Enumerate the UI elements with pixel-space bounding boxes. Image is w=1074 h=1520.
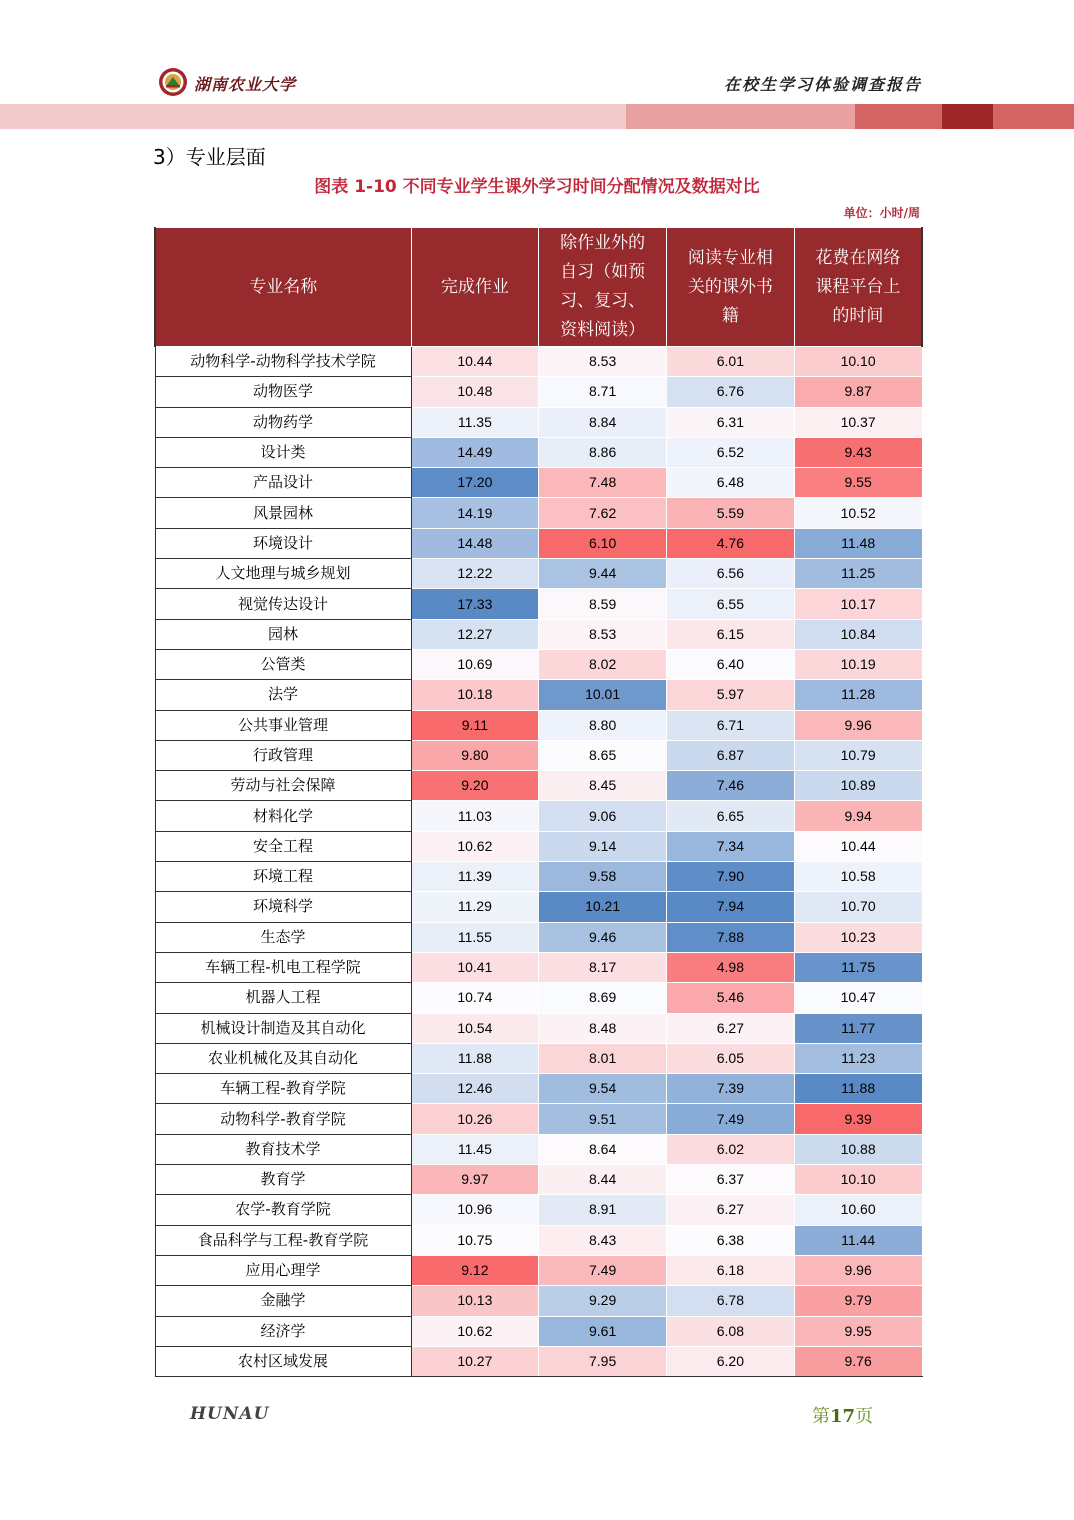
major-name-cell: 风景园林: [155, 498, 411, 528]
major-name-cell: 经济学: [155, 1316, 411, 1346]
column-header-line: 课程平台上: [815, 276, 901, 297]
value-cell: 5.97: [667, 680, 795, 710]
value-cell: 7.88: [667, 922, 795, 952]
major-name-cell: 农村区域发展: [155, 1346, 411, 1376]
value-cell: 10.26: [411, 1104, 539, 1134]
major-name-cell: 视觉传达设计: [155, 589, 411, 619]
value-cell: 11.44: [794, 1225, 922, 1255]
header-band-1: [0, 104, 626, 129]
value-cell: 4.76: [667, 528, 795, 558]
value-cell: 10.10: [794, 1165, 922, 1195]
value-cell: 6.87: [667, 740, 795, 770]
table-row: [155, 377, 922, 407]
value-cell: 6.27: [667, 1013, 795, 1043]
value-cell: 9.87: [794, 377, 922, 407]
major-name-cell: 环境工程: [155, 862, 411, 892]
major-name-cell: 食品科学与工程-教育学院: [155, 1225, 411, 1255]
table-row: [155, 1195, 922, 1225]
column-header-0: [155, 228, 411, 347]
value-cell: 9.51: [539, 1104, 667, 1134]
major-name-cell: 产品设计: [155, 468, 411, 498]
value-cell: 10.62: [411, 831, 539, 861]
value-cell: 9.80: [411, 740, 539, 770]
page-header: [0, 0, 1074, 130]
value-cell: 10.75: [411, 1225, 539, 1255]
value-cell: 10.69: [411, 649, 539, 679]
value-cell: 9.11: [411, 710, 539, 740]
value-cell: 7.62: [539, 498, 667, 528]
value-cell: 9.94: [794, 801, 922, 831]
value-cell: 6.71: [667, 710, 795, 740]
value-cell: 8.53: [539, 347, 667, 377]
value-cell: 9.55: [794, 468, 922, 498]
column-header-line: 专业名称: [249, 276, 318, 297]
major-name-cell: 法学: [155, 680, 411, 710]
value-cell: 6.20: [667, 1346, 795, 1376]
value-cell: 5.46: [667, 983, 795, 1013]
table-row: [155, 437, 922, 467]
table-row: [155, 1074, 922, 1104]
value-cell: 10.21: [539, 892, 667, 922]
column-header-2: [539, 228, 667, 347]
value-cell: 8.80: [539, 710, 667, 740]
value-cell: 11.55: [411, 922, 539, 952]
major-name-cell: 机器人工程: [155, 983, 411, 1013]
table-row: [155, 1255, 922, 1285]
value-cell: 10.44: [411, 347, 539, 377]
value-cell: 10.58: [794, 862, 922, 892]
value-cell: 12.46: [411, 1074, 539, 1104]
table-row: [155, 1013, 922, 1043]
table-row: [155, 710, 922, 740]
major-name-cell: 园林: [155, 619, 411, 649]
column-header-3: [667, 228, 795, 347]
value-cell: 9.46: [539, 922, 667, 952]
major-name-cell: 车辆工程-教育学院: [155, 1074, 411, 1104]
value-cell: 17.33: [411, 589, 539, 619]
value-cell: 10.41: [411, 952, 539, 982]
value-cell: 10.70: [794, 892, 922, 922]
value-cell: 10.60: [794, 1195, 922, 1225]
value-cell: 9.61: [539, 1316, 667, 1346]
value-cell: 6.76: [667, 377, 795, 407]
value-cell: 12.27: [411, 619, 539, 649]
value-cell: 7.90: [667, 862, 795, 892]
value-cell: 10.17: [794, 589, 922, 619]
value-cell: 10.47: [794, 983, 922, 1013]
value-cell: 10.19: [794, 649, 922, 679]
header-band-3: [855, 104, 942, 129]
value-cell: 9.58: [539, 862, 667, 892]
value-cell: 8.59: [539, 589, 667, 619]
value-cell: 7.34: [667, 831, 795, 861]
major-name-cell: 行政管理: [155, 740, 411, 770]
value-cell: 9.43: [794, 437, 922, 467]
value-cell: 8.48: [539, 1013, 667, 1043]
value-cell: 11.75: [794, 952, 922, 982]
value-cell: 10.48: [411, 377, 539, 407]
value-cell: 9.29: [539, 1286, 667, 1316]
value-cell: 8.43: [539, 1225, 667, 1255]
value-cell: 14.49: [411, 437, 539, 467]
table-row: [155, 347, 922, 377]
value-cell: 10.01: [539, 680, 667, 710]
value-cell: 6.48: [667, 468, 795, 498]
value-cell: 10.84: [794, 619, 922, 649]
table-body: [155, 347, 922, 1377]
major-name-cell: 农学-教育学院: [155, 1195, 411, 1225]
column-header-line: 资料阅读）: [560, 320, 646, 340]
value-cell: 6.01: [667, 347, 795, 377]
table-row: [155, 862, 922, 892]
major-name-cell: 教育技术学: [155, 1134, 411, 1164]
value-cell: 8.71: [539, 377, 667, 407]
value-cell: 6.38: [667, 1225, 795, 1255]
value-cell: 9.76: [794, 1346, 922, 1376]
value-cell: 8.44: [539, 1165, 667, 1195]
value-cell: 6.27: [667, 1195, 795, 1225]
column-header-line: 花费在网络: [815, 247, 901, 268]
value-cell: 9.79: [794, 1286, 922, 1316]
value-cell: 9.95: [794, 1316, 922, 1346]
major-name-cell: 农业机械化及其自动化: [155, 1043, 411, 1073]
major-name-cell: 动物科学-教育学院: [155, 1104, 411, 1134]
report-title: 在校生学习体验调查报告: [723, 75, 922, 94]
value-cell: 8.84: [539, 407, 667, 437]
value-cell: 8.17: [539, 952, 667, 982]
value-cell: 10.37: [794, 407, 922, 437]
table-row: [155, 831, 922, 861]
table-row: [155, 589, 922, 619]
table-row: [155, 1134, 922, 1164]
value-cell: 11.29: [411, 892, 539, 922]
column-header-line: 籍: [721, 305, 739, 326]
value-cell: 8.65: [539, 740, 667, 770]
column-header-line: 完成作业: [440, 276, 509, 297]
major-name-cell: 环境科学: [155, 892, 411, 922]
value-cell: 10.62: [411, 1316, 539, 1346]
major-name-cell: 机械设计制造及其自动化: [155, 1013, 411, 1043]
value-cell: 10.96: [411, 1195, 539, 1225]
value-cell: 10.79: [794, 740, 922, 770]
value-cell: 8.91: [539, 1195, 667, 1225]
page-number-value: 17: [830, 1406, 856, 1427]
value-cell: 11.88: [411, 1043, 539, 1073]
value-cell: 4.98: [667, 952, 795, 982]
value-cell: 11.39: [411, 862, 539, 892]
value-cell: 9.12: [411, 1255, 539, 1285]
value-cell: 7.94: [667, 892, 795, 922]
value-cell: 6.56: [667, 559, 795, 589]
page-suffix: 页: [855, 1406, 874, 1427]
major-name-cell: 环境设计: [155, 528, 411, 558]
table-row: [155, 1225, 922, 1255]
major-name-cell: 劳动与社会保障: [155, 771, 411, 801]
value-cell: 7.46: [667, 771, 795, 801]
value-cell: 9.06: [539, 801, 667, 831]
table-row: [155, 619, 922, 649]
major-name-cell: 动物药学: [155, 407, 411, 437]
header-band-2: [626, 104, 855, 129]
value-cell: 6.52: [667, 437, 795, 467]
value-cell: 11.77: [794, 1013, 922, 1043]
value-cell: 8.02: [539, 649, 667, 679]
value-cell: 6.08: [667, 1316, 795, 1346]
value-cell: 6.02: [667, 1134, 795, 1164]
value-cell: 10.18: [411, 680, 539, 710]
value-cell: 6.05: [667, 1043, 795, 1073]
value-cell: 9.96: [794, 710, 922, 740]
table-row: [155, 922, 922, 952]
value-cell: 10.10: [794, 347, 922, 377]
table-row: [155, 892, 922, 922]
university-seal-icon: [158, 67, 188, 97]
value-cell: 11.88: [794, 1074, 922, 1104]
major-name-cell: 公共事业管理: [155, 710, 411, 740]
university-name: 湖南农业大学: [194, 75, 297, 94]
value-cell: 11.23: [794, 1043, 922, 1073]
value-cell: 11.35: [411, 407, 539, 437]
column-header-line: 的时间: [832, 305, 884, 326]
header-band-4: [942, 104, 993, 129]
value-cell: 6.31: [667, 407, 795, 437]
major-name-cell: 车辆工程-机电工程学院: [155, 952, 411, 982]
value-cell: 14.19: [411, 498, 539, 528]
value-cell: 8.53: [539, 619, 667, 649]
table-header-row: [155, 228, 922, 347]
table-row: [155, 1286, 922, 1316]
table-row: [155, 468, 922, 498]
major-name-cell: 材料化学: [155, 801, 411, 831]
value-cell: 6.40: [667, 649, 795, 679]
unit-label: 单位：小时/周: [843, 206, 920, 220]
value-cell: 11.25: [794, 559, 922, 589]
column-header-line: 自习（如预: [560, 262, 646, 282]
value-cell: 7.49: [667, 1104, 795, 1134]
value-cell: 6.15: [667, 619, 795, 649]
major-name-cell: 动物科学-动物科学技术学院: [155, 347, 411, 377]
value-cell: 10.44: [794, 831, 922, 861]
table-row: [155, 528, 922, 558]
value-cell: 5.59: [667, 498, 795, 528]
value-cell: 9.14: [539, 831, 667, 861]
table-row: [155, 801, 922, 831]
table-row: [155, 952, 922, 982]
column-header-4: [794, 228, 922, 347]
page-prefix: 第: [812, 1406, 830, 1427]
value-cell: 9.97: [411, 1165, 539, 1195]
section-title: 3）专业层面: [153, 145, 266, 169]
value-cell: 6.18: [667, 1255, 795, 1285]
table-row: [155, 680, 922, 710]
column-header-line: 除作业外的: [560, 233, 646, 253]
value-cell: 10.23: [794, 922, 922, 952]
value-cell: 10.88: [794, 1134, 922, 1164]
value-cell: 10.89: [794, 771, 922, 801]
table-row: [155, 1043, 922, 1073]
value-cell: 8.69: [539, 983, 667, 1013]
value-cell: 9.44: [539, 559, 667, 589]
data-table: [154, 227, 923, 1377]
table-row: [155, 498, 922, 528]
value-cell: 8.45: [539, 771, 667, 801]
value-cell: 12.22: [411, 559, 539, 589]
value-cell: 9.54: [539, 1074, 667, 1104]
table-row: [155, 740, 922, 770]
value-cell: 10.52: [794, 498, 922, 528]
table-row: [155, 1104, 922, 1134]
value-cell: 14.48: [411, 528, 539, 558]
column-header-line: 阅读专业相: [687, 247, 773, 268]
table-row: [155, 1165, 922, 1195]
table-row: [155, 407, 922, 437]
major-name-cell: 安全工程: [155, 831, 411, 861]
value-cell: 6.10: [539, 528, 667, 558]
value-cell: 7.49: [539, 1255, 667, 1285]
value-cell: 10.13: [411, 1286, 539, 1316]
major-name-cell: 金融学: [155, 1286, 411, 1316]
page-number: [812, 1402, 873, 1428]
major-name-cell: 教育学: [155, 1165, 411, 1195]
value-cell: 8.01: [539, 1043, 667, 1073]
value-cell: 9.39: [794, 1104, 922, 1134]
value-cell: 11.45: [411, 1134, 539, 1164]
value-cell: 6.65: [667, 801, 795, 831]
value-cell: 9.20: [411, 771, 539, 801]
column-header-1: [411, 228, 539, 347]
major-name-cell: 动物医学: [155, 377, 411, 407]
value-cell: 6.78: [667, 1286, 795, 1316]
value-cell: 10.74: [411, 983, 539, 1013]
value-cell: 8.64: [539, 1134, 667, 1164]
value-cell: 6.37: [667, 1165, 795, 1195]
value-cell: 7.48: [539, 468, 667, 498]
table-row: [155, 559, 922, 589]
value-cell: 10.54: [411, 1013, 539, 1043]
value-cell: 17.20: [411, 468, 539, 498]
table-row: [155, 1316, 922, 1346]
major-name-cell: 公管类: [155, 649, 411, 679]
value-cell: 7.95: [539, 1346, 667, 1376]
footer-mark: HUNAU: [190, 1404, 270, 1424]
table-row: [155, 771, 922, 801]
value-cell: 11.03: [411, 801, 539, 831]
value-cell: 9.96: [794, 1255, 922, 1285]
major-name-cell: 人文地理与城乡规划: [155, 559, 411, 589]
value-cell: 10.27: [411, 1346, 539, 1376]
column-header-line: 习、复习、: [560, 291, 646, 311]
table-row: [155, 649, 922, 679]
value-cell: 7.39: [667, 1074, 795, 1104]
value-cell: 8.86: [539, 437, 667, 467]
header-band-5: [993, 104, 1074, 129]
value-cell: 6.55: [667, 589, 795, 619]
column-header-line: 关的课外书: [687, 276, 773, 297]
major-name-cell: 设计类: [155, 437, 411, 467]
value-cell: 11.48: [794, 528, 922, 558]
table-row: [155, 1346, 922, 1376]
value-cell: 11.28: [794, 680, 922, 710]
table-row: [155, 983, 922, 1013]
major-name-cell: 生态学: [155, 922, 411, 952]
major-name-cell: 应用心理学: [155, 1255, 411, 1285]
chart-title: 图表 1-10 不同专业学生课外学习时间分配情况及数据对比: [314, 177, 760, 197]
